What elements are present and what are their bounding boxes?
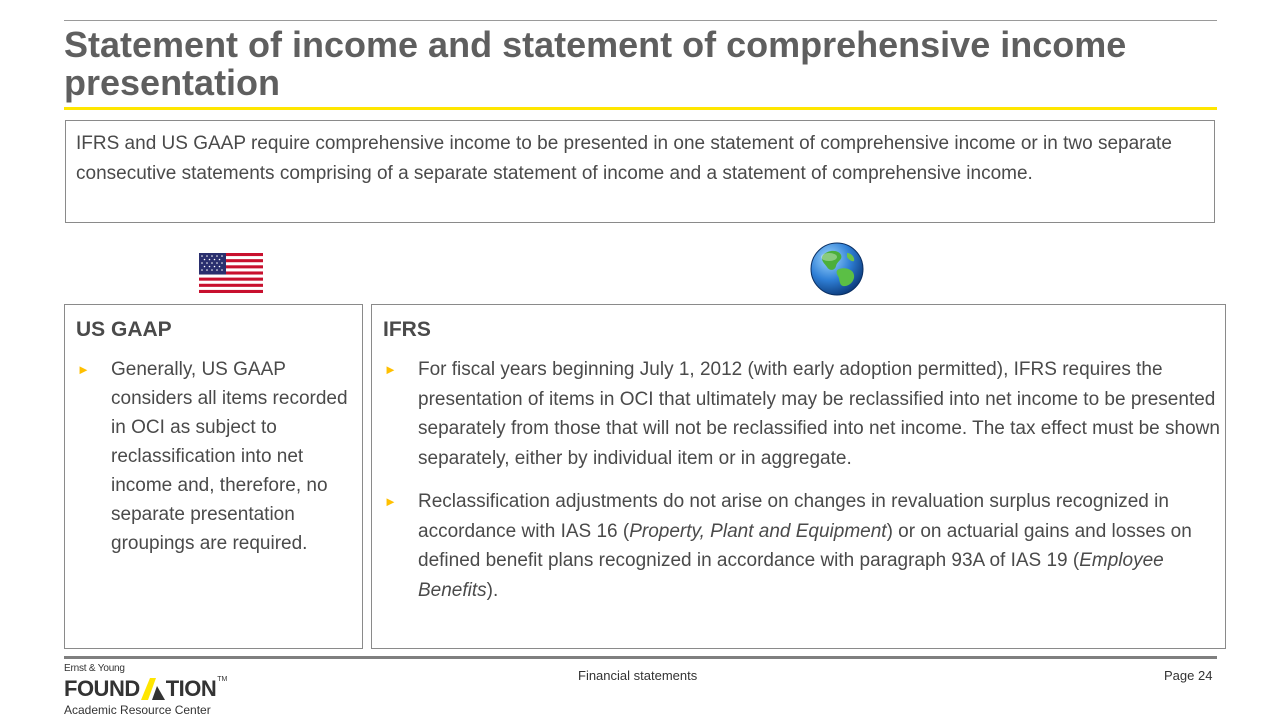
bullet-arrow-icon: ► — [77, 362, 90, 377]
ifrs-bullet-list — [382, 355, 1222, 605]
footer-section-name: Financial statements — [578, 668, 698, 683]
ifrs-heading: IFRS — [383, 318, 431, 341]
logo-a-mark-icon — [140, 678, 166, 700]
page-title: Statement of income and statement of comprehensive income presentation — [64, 24, 1127, 103]
page-number: Page 24 — [1164, 668, 1213, 683]
logo-trademark: TM — [217, 676, 228, 683]
us-gaap-panel — [64, 304, 363, 649]
bullet-arrow-icon: ► — [384, 494, 397, 509]
ifrs-bullet-text: For fiscal years beginning July 1, 2012 (with early adoption permitted), IFRS requires the presentation of items in OCI that ultimately may be reclassified into net income to be presented separately from those that will not be reclassified into net income. The tax effect must be shown separately, either by individual item or in aggregate. — [418, 359, 1220, 469]
ifrs-standard-name: Employee Benefits — [418, 550, 1164, 601]
us-gaap-heading: US GAAP — [76, 318, 172, 341]
bullet-arrow-icon: ► — [384, 362, 397, 377]
foundation-logo — [64, 663, 244, 718]
ifrs-panel — [371, 304, 1226, 649]
logo-word-left: FOUND — [64, 676, 140, 701]
ifrs-bullet — [382, 355, 1222, 473]
logo-wordmark — [64, 676, 244, 700]
logo-subtitle: Academic Resource Center — [64, 703, 211, 717]
intro-text-box: IFRS and US GAAP require comprehensive income to be presented in one statement of comprehensive income or in two separate consecutive statements comprising of a separate statement of income and a statement of comprehensive income. — [65, 120, 1215, 223]
ifrs-bullet — [382, 487, 1222, 605]
us-gaap-bullet-list — [75, 355, 360, 558]
logo-word-right: TION — [165, 676, 217, 701]
footer-divider — [64, 656, 1217, 659]
top-divider — [64, 20, 1217, 21]
us-gaap-bullet — [75, 355, 360, 558]
us-gaap-bullet-text: Generally, US GAAP considers all items recorded in OCI as subject to reclassification into net income and, therefore, no separate presentation groupings are required. — [111, 359, 348, 554]
ifrs-bullet-text-part: ). — [486, 579, 499, 601]
title-underline — [64, 107, 1217, 110]
us-flag-icon — [199, 253, 263, 293]
logo-company-name: Ernst & Young — [64, 663, 125, 674]
ifrs-bullet-text-part: Reclassification adjustments do not arise on changes in revaluation surplus recognized in accordance with IAS 16 ( — [418, 491, 1169, 542]
ifrs-bullet-text-part: ) or on actuarial gains and losses on defined benefit plans recognized in accordance with paragraph 93A of IAS 19 ( — [418, 520, 1192, 571]
ifrs-standard-name: Property, Plant and Equipment — [629, 520, 887, 542]
globe-icon — [809, 241, 865, 297]
